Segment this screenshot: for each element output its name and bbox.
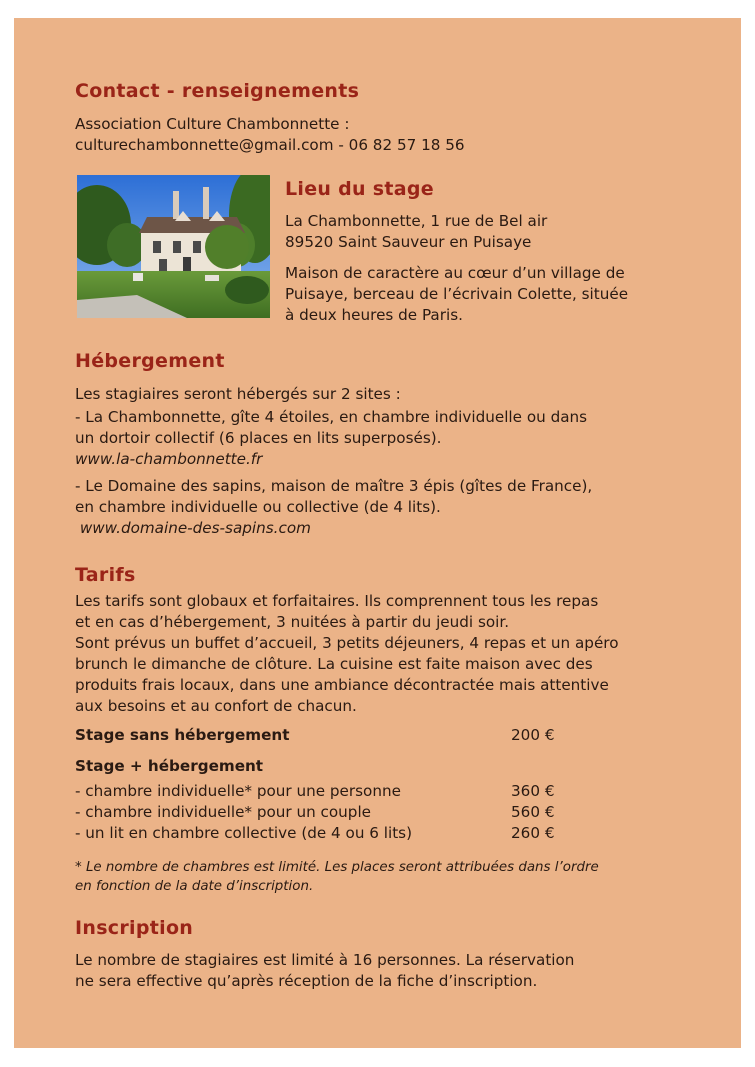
lieu-description-3: à deux heures de Paris. <box>285 306 463 324</box>
price-value: 560 € <box>511 803 555 821</box>
tarifs-line-3: Sont prévus un buffet d’accueil, 3 petits déjeuners, 4 repas et un apéro <box>75 634 619 652</box>
hebergement-site1-line1: - La Chambonnette, gîte 4 étoiles, en chambre individuelle ou dans <box>75 408 588 426</box>
price-label: - chambre individuelle* pour un couple <box>75 803 372 821</box>
hebergement-site2-line1: - Le Domaine des sapins, maison de maître 3 épis (gîtes de France), <box>75 477 593 495</box>
tarifs-line-2: et en cas d’hébergement, 3 nuitées à partir du jeudi soir. <box>75 613 510 631</box>
inscription-line-1: Le nombre de stagiaires est limité à 16 personnes. La réservation <box>75 951 575 969</box>
lieu-heading: Lieu du stage <box>285 178 434 200</box>
hebergement-intro: Les stagiaires seront hébergés sur 2 sites : <box>75 385 401 403</box>
price-value: 200 € <box>511 726 555 744</box>
price-label: - chambre individuelle* pour une personne <box>75 782 401 800</box>
hebergement-site1-line2: un dortoir collectif (6 places en lits superposés). <box>75 429 442 447</box>
tarifs-heading: Tarifs <box>75 564 136 586</box>
price-value: 360 € <box>511 782 555 800</box>
hebergement-site2-url[interactable]: www.domaine-des-sapins.com <box>75 519 311 537</box>
price-label: Stage sans hébergement <box>75 726 290 744</box>
tarifs-line-5: produits frais locaux, dans une ambiance décontractée mais attentive <box>75 676 609 694</box>
inscription-line-2: ne sera effective qu’après réception de la fiche d’inscription. <box>75 972 538 990</box>
tarifs-line-6: aux besoins et au confort de chacun. <box>75 697 357 715</box>
price-value: 260 € <box>511 824 555 842</box>
tarifs-footnote-2: en fonction de la date d’inscription. <box>75 879 314 894</box>
hebergement-site2-line2: en chambre individuelle ou collective (de 4 lits). <box>75 498 441 516</box>
contact-heading: Contact - renseignements <box>75 80 360 102</box>
contact-email-phone: culturechambonnette@gmail.com - 06 82 57 18 56 <box>75 136 465 154</box>
inscription-heading: Inscription <box>75 917 194 939</box>
tarifs-line-4: brunch le dimanche de clôture. La cuisine est faite maison avec des <box>75 655 593 673</box>
brochure-page <box>14 18 741 1048</box>
price-label: - un lit en chambre collective (de 4 ou 6 lits) <box>75 824 413 842</box>
lieu-address-2: 89520 Saint Sauveur en Puisaye <box>285 233 532 251</box>
lieu-address-1: La Chambonnette, 1 rue de Bel air <box>285 212 548 230</box>
lieu-description-2: Puisaye, berceau de l’écrivain Colette, située <box>285 285 629 303</box>
lieu-description-1: Maison de caractère au cœur d’un village de <box>285 264 625 282</box>
hebergement-site1-url[interactable]: www.la-chambonnette.fr <box>75 450 263 468</box>
price-label: Stage + hébergement <box>75 757 264 775</box>
tarifs-footnote-1: * Le nombre de chambres est limité. Les places seront attribuées dans l’ordre <box>75 860 599 875</box>
house-photo <box>77 175 270 318</box>
contact-association: Association Culture Chambonnette : <box>75 115 350 133</box>
hebergement-heading: Hébergement <box>75 350 225 372</box>
tarifs-line-1: Les tarifs sont globaux et forfaitaires. Ils comprennent tous les repas <box>75 592 599 610</box>
